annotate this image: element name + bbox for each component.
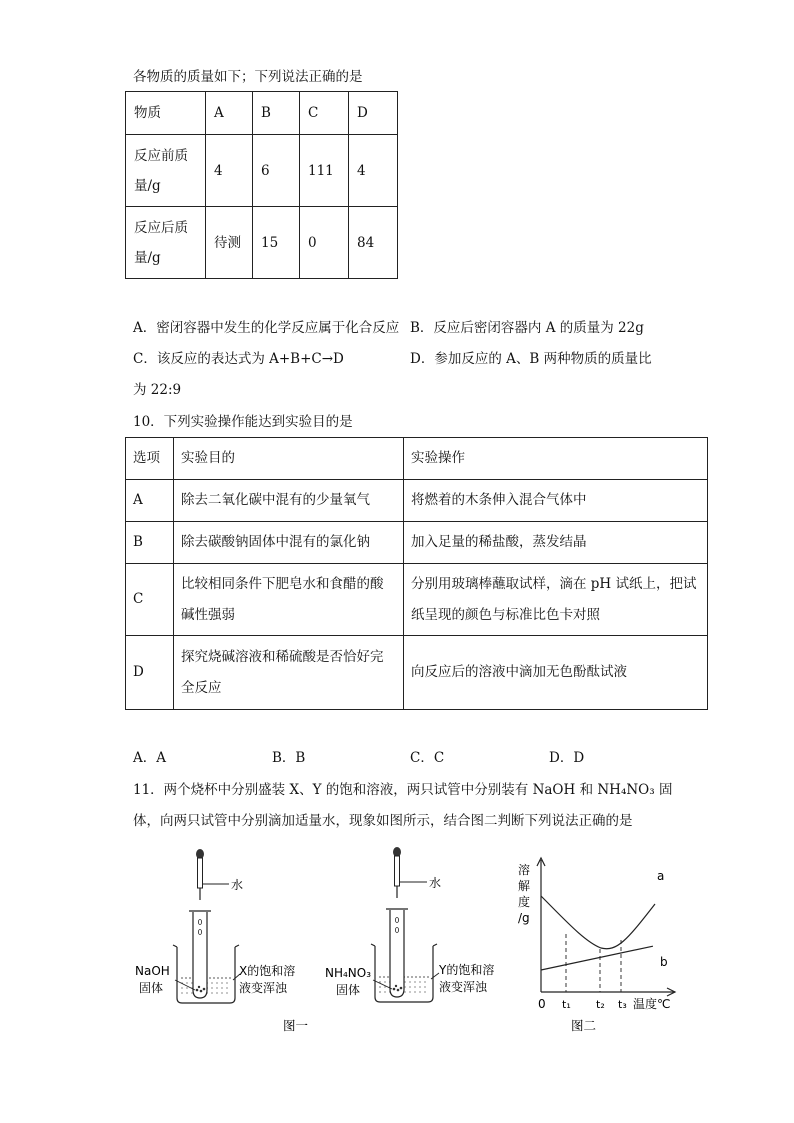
y-axis-label-char: 解 <box>518 879 531 893</box>
table-header-cell: 选项 <box>126 438 174 480</box>
table-cell-purpose <box>174 636 404 710</box>
table-header-cell: 实验目的 <box>174 438 404 480</box>
table-cell: 84 <box>349 207 398 279</box>
q9-option-b: B．反应后密闭容器内 A 的质量为 22g <box>410 320 644 336</box>
x-tick-label: t₃ <box>618 998 627 1011</box>
table-row-label <box>126 207 206 279</box>
solid-label-line: 固体 <box>139 981 164 995</box>
y-axis-label-char: /g <box>518 911 530 925</box>
solution-label-line: 液变浑浊 <box>439 980 488 994</box>
solution-label-line: Y的饱和溶 <box>439 963 495 977</box>
q10-answer-b: B．B <box>272 750 306 766</box>
row-label-line: 量/g <box>134 177 161 194</box>
figure-2-caption: 图二 <box>571 1018 597 1033</box>
cell-line: 比较相同条件下肥皂水和食醋的酸 <box>181 575 384 592</box>
figure-1-caption: 图一 <box>283 1018 309 1033</box>
apparatus-2 <box>325 847 494 1002</box>
table-cell-purpose: 除去碳酸钠固体中混有的氯化钠 <box>174 522 404 564</box>
cell-line: 碱性强弱 <box>181 606 235 623</box>
row-label-line: 反应前质 <box>134 147 188 164</box>
q11-stem-line1: 11．两个烧杯中分别盛装 X、Y 的饱和溶液，两只试管中分别装有 NaOH 和 NH₄NO₃ 固 <box>133 782 673 798</box>
table-cell: 待测 <box>206 207 253 279</box>
table-cell: 15 <box>253 207 300 279</box>
figure-1-apparatus <box>125 840 505 1040</box>
q9-option-c: C．该反应的表达式为 A+B+C→D <box>133 351 344 367</box>
cell-line: 分别用玻璃棒蘸取试样，滴在 pH 试纸上，把试 <box>411 575 697 592</box>
row-label-line: 反应后质 <box>134 219 188 236</box>
solid-label-line: NaOH <box>135 964 170 978</box>
table-row <box>126 480 708 522</box>
table-row <box>126 92 398 135</box>
figure-2-solubility-graph <box>505 850 695 1040</box>
q9-option-d: D．参加反应的 A、B 两种物质的质量比 <box>410 351 652 367</box>
q9-option-d-continued: 为 22:9 <box>133 382 182 398</box>
table-cell: 4 <box>349 135 398 207</box>
solution-leader-line <box>431 973 439 979</box>
table-header-cell: C <box>300 92 349 135</box>
table-header-cell: D <box>349 92 398 135</box>
water-label: 水 <box>429 876 442 890</box>
y-axis-label-char: 度 <box>518 895 531 909</box>
solid-leader-line <box>373 980 392 989</box>
table-cell-option: A <box>126 480 174 522</box>
q11-stem-line2: 体，向两只试管中分别滴加适量水，现象如图所示，结合图二判断下列说法正确的是 <box>133 813 633 829</box>
table-row <box>126 135 398 207</box>
x-axis-label: 温度℃ <box>633 997 671 1011</box>
solution-label-line: 液变浑浊 <box>239 981 288 995</box>
table-row <box>126 636 708 710</box>
q10-answer-d: D．D <box>549 750 585 766</box>
table-header-cell: B <box>253 92 300 135</box>
solution-label-line: X的饱和溶 <box>239 964 296 978</box>
table-row <box>126 438 708 480</box>
q10-experiment-table <box>125 437 708 710</box>
table-header-cell: 物质 <box>126 92 206 135</box>
dropper-icon <box>196 849 204 900</box>
cell-line: 全反应 <box>181 679 222 696</box>
q9-option-a: A．密闭容器中发生的化学反应属于化合反应 <box>133 320 400 336</box>
apparatus-1 <box>135 849 295 1003</box>
x-tick-label: t₁ <box>562 998 571 1011</box>
q9-mass-table <box>125 91 398 279</box>
solid-leader-line <box>175 980 195 990</box>
dropper-icon <box>393 847 401 898</box>
cell-line: 探究烧碱溶液和稀硫酸是否恰好完 <box>181 648 384 665</box>
curve-b-label: b <box>660 955 668 969</box>
row-label-line: 量/g <box>134 249 161 266</box>
table-cell-option: B <box>126 522 174 564</box>
cell-line: 纸呈现的颜色与标准比色卡对照 <box>411 606 600 623</box>
table-cell-operation: 向反应后的溶液中滴加无色酚酞试液 <box>404 636 708 710</box>
q9-intro: 各物质的质量如下；下列说法正确的是 <box>133 69 363 85</box>
origin-label: 0 <box>538 997 546 1011</box>
curve-a <box>541 896 655 949</box>
test-tube-icon <box>386 909 408 997</box>
x-tick-label: t₂ <box>596 998 605 1011</box>
table-row <box>126 207 398 279</box>
table-cell-option: C <box>126 564 174 636</box>
q10-stem: 10．下列实验操作能达到实验目的是 <box>133 414 353 430</box>
solid-label-line: 固体 <box>336 983 361 997</box>
solid-label-line: NH₄NO₃ <box>325 966 372 980</box>
table-row <box>126 564 708 636</box>
table-cell: 0 <box>300 207 349 279</box>
q10-answer-c: C．C <box>410 750 445 766</box>
table-row <box>126 522 708 564</box>
table-cell: 6 <box>253 135 300 207</box>
table-header-cell: 实验操作 <box>404 438 708 480</box>
table-cell: 4 <box>206 135 253 207</box>
table-header-cell: A <box>206 92 253 135</box>
water-label: 水 <box>231 878 244 892</box>
table-cell-option: D <box>126 636 174 710</box>
table-cell-purpose <box>174 564 404 636</box>
curve-b <box>540 946 654 970</box>
table-cell-operation: 加入足量的稀盐酸，蒸发结晶 <box>404 522 708 564</box>
table-cell-purpose: 除去二氧化碳中混有的少量氧气 <box>174 480 404 522</box>
table-cell-operation: 将燃着的木条伸入混合气体中 <box>404 480 708 522</box>
q10-answer-a: A．A <box>133 750 166 766</box>
y-axis-label-char: 溶 <box>518 863 531 877</box>
table-cell: 111 <box>300 135 349 207</box>
curve-a-label: a <box>657 869 665 883</box>
table-cell-operation <box>404 564 708 636</box>
test-tube-icon <box>189 911 211 998</box>
table-row-label <box>126 135 206 207</box>
